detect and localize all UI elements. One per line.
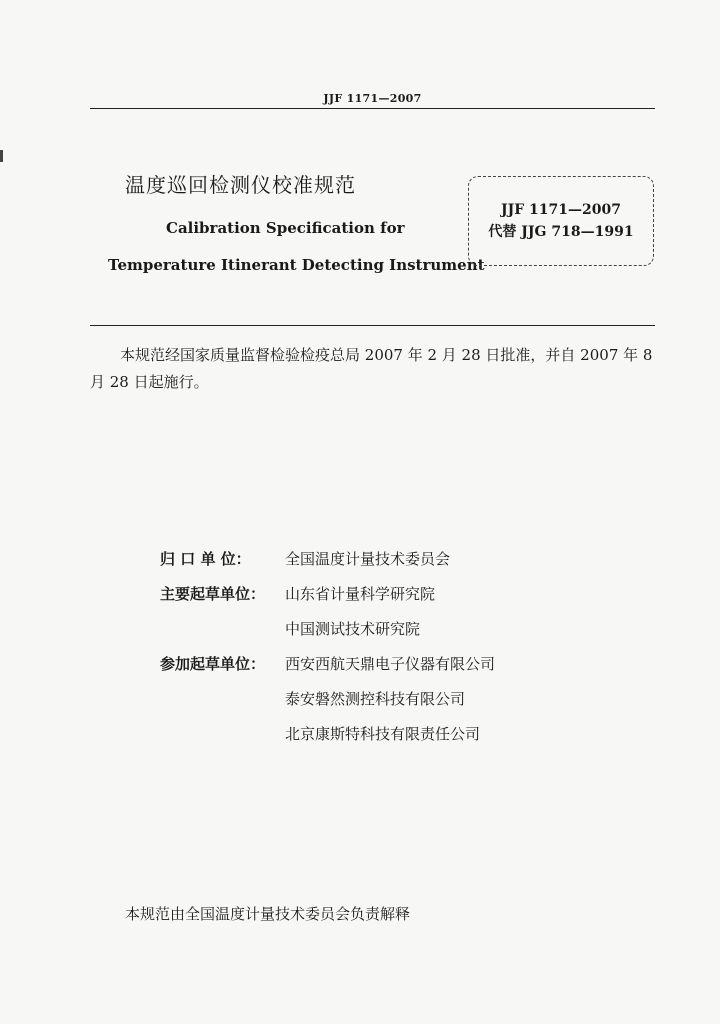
participating-unit-label: 参加起草单位： [160, 655, 266, 673]
title-english-line2: Temperature Itinerant Detecting Instrument [108, 256, 485, 274]
section-rule [90, 325, 655, 326]
participating-unit-row [160, 723, 495, 758]
title-chinese: 温度巡回检测仪校准规范 [125, 173, 356, 197]
page-edge-mark [0, 150, 3, 162]
drafting-units [160, 548, 495, 758]
standard-code-box [468, 176, 654, 266]
code-box-line2: 代替 JJG 718—1991 [488, 224, 634, 240]
main-unit-row [160, 618, 495, 653]
main-unit-value: 山东省计量科学研究院 [285, 585, 436, 603]
participating-unit-value: 西安西航天鼎电子仪器有限公司 [285, 655, 496, 673]
participating-unit-row [160, 688, 495, 723]
main-unit-value: 中国测试技术研究院 [285, 620, 421, 638]
header-code: JJF 1171—2007 [323, 92, 422, 105]
approval-statement: 本规范经国家质量监督检验检疫总局 2007 年 2 月 28 日批准，并自 2007 年 8 月 28 日起施行。 [90, 346, 653, 391]
participating-unit-value: 北京康斯特科技有限责任公司 [285, 725, 481, 743]
code-box-line1: JJF 1171—2007 [501, 202, 621, 218]
responsible-unit-row [160, 548, 495, 583]
interpretation-note: 本规范由全国温度计量技术委员会负责解释 [125, 905, 411, 923]
participating-unit-value: 泰安磐然测控科技有限公司 [285, 690, 466, 708]
title-english-line1: Calibration Specification for [166, 219, 405, 237]
header-rule [90, 108, 655, 109]
responsible-unit-value: 全国温度计量技术委员会 [285, 550, 451, 568]
main-unit-label: 主要起草单位： [160, 585, 266, 603]
responsible-unit-label: 归 口 单 位： [160, 550, 251, 568]
participating-unit-row [160, 653, 495, 688]
main-unit-row [160, 583, 495, 618]
